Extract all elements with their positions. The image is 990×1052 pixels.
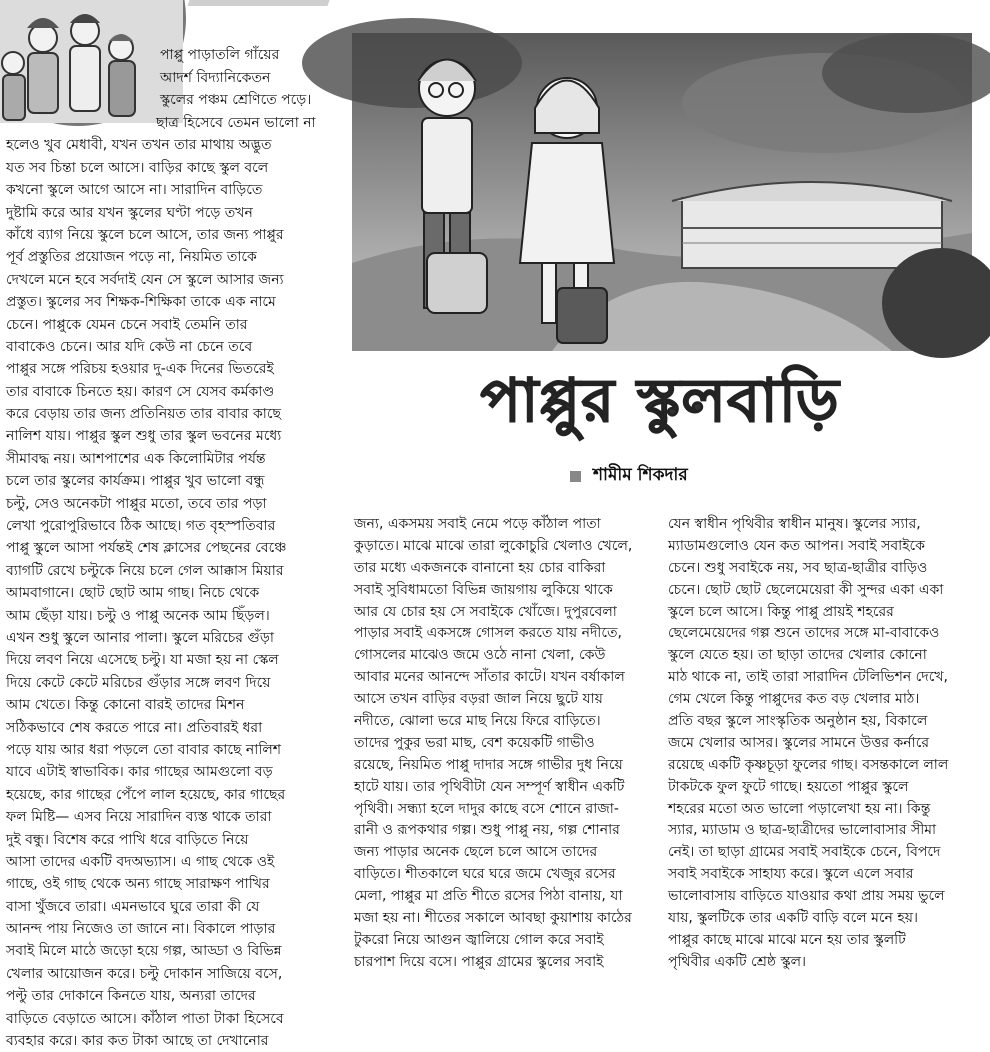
text-line: যেন স্বাধীন পৃথিবীর স্বাধীন মানুষ। স্কুলের স্যার,: [668, 516, 921, 532]
text-line: টুকরো নিয়ে আগুন জ্বালিয়ে গোল করে সবাই: [354, 931, 604, 948]
text-line: রয়েছে, নিয়মিত পাপ্পু দাদার সঙ্গে গাভীর দুধ নিয়ে: [354, 756, 623, 773]
text-line: চারপাশ দিয়ে বসে। পাপ্পুর গ্রামের স্কুলের সবাই: [354, 953, 604, 970]
text-line: গোসলের মাঝেও জমে ওঠে নানা খেলা, কেউ: [354, 647, 606, 664]
text-line: বাড়িতে। শীতকালে ঘরে ঘরে জমে খেজুর রসের: [354, 866, 616, 883]
text-line: গেম খেলে কিন্তু পাপ্পুদের কত বড় খেলার মাঠ।: [668, 691, 920, 708]
intro-line: স্কুলের পঞ্চম শ্রেণিতে পড়ে।: [160, 92, 312, 108]
text-line: মেলা, পাপ্পুর মা প্রতি শীতে রসের পিঠা বানায়, যা: [354, 888, 623, 905]
text-line: হয়েছে, কার গাছের পেঁপে লাল হয়েছে, কার গাছের: [6, 786, 286, 803]
schoolchildren-icon: [352, 33, 972, 351]
text-line: যাবে এটাই স্বাভাবিক। কার গাছের আমগুলো বড়: [6, 764, 273, 781]
text-line: আসা তাদের একটি বদঅভ্যাস। এ গাছ থেকে ওই: [6, 853, 275, 870]
intro-line: আদর্শ বিদ্যানিকেতন: [160, 69, 271, 86]
text-line: যত সব চিন্তা চলে আসে। বাড়ির কাছে স্কুল বলে: [6, 159, 269, 176]
text-line: লেখা পুরোপুরিভাবে ঠিক আছে। গত বৃহস্পতিবার: [6, 518, 276, 535]
text-line: দিয়ে কেটে কেটে মরিচের গুঁড়ার সঙ্গে লবণ দিয়ে: [6, 674, 271, 691]
text-line: প্রতি বছর স্কুলে সাংস্কৃতিক অনুষ্ঠান হয়, বিকালে: [668, 713, 928, 730]
children-group-illustration: [0, 0, 186, 126]
text-line: চেনে। শুধু সবাইকে নয়, সব ছাত্র-ছাত্রীর বাড়িও: [668, 559, 928, 576]
text-line: বাসা খুঁজবে তারা। এমনভাবে ঘুরে তারা কী যে: [6, 898, 260, 915]
text-line: করে বেড়ায় তার জন্য প্রতিনিয়ত তার বাবার কাছে: [6, 406, 281, 423]
text-line: আম ছেঁড়া যায়। চল্টু ও পাপ্পু অনেক আম ছিঁড়ল।: [6, 607, 270, 624]
text-line: ফল মিষ্টি— এসব নিয়ে সারাদিন ব্যস্ত থাকে তারা: [6, 809, 272, 826]
text-line: রানী ও রূপকথার গল্প। শুধু পাপ্পু নয়, গল্প শোনার: [354, 822, 620, 839]
text-line: চল্টু, সেও অনেকটা পাপ্পুর মতো, তবে তার পড়া: [6, 495, 267, 512]
text-line: খেলার আয়োজন করে। চল্টু দোকান সাজিয়ে বসে,: [6, 965, 283, 982]
text-line: আসে তখন বাড়ির বড়রা জাল নিয়ে ছুটে যায়: [354, 691, 603, 708]
text-line: দেখলে মনে হবে সর্বদাই যেন সে স্কুলে আসার জন্য: [6, 271, 284, 288]
text-line: আনন্দ পায় নিজেও তা জানে না। বিকালে পাড়ার: [6, 921, 276, 938]
text-line: নালিশ যায়। পাপ্পুর স্কুল শুধু তার স্কুল ভবনের মধ্যে: [6, 428, 282, 445]
corner-tab-decoration: [187, 0, 332, 6]
text-column-2: [354, 514, 654, 974]
text-line: স্কুলে চলে আসে। কিন্তু পাপ্পু প্রায়ই শহরের: [668, 603, 894, 620]
text-line: সবাই সুবিধামতো বিভিন্ন জায়গায় লুকিয়ে থাকে: [354, 581, 613, 598]
text-line: হাটে যায়। তার পৃথিবীটা যেন সম্পূর্ণ স্বাধীন একটি: [354, 778, 625, 795]
text-line: মজা হয় না। শীতের সকালে আবছা কুয়াশায় কাঠের: [354, 910, 632, 927]
text-line: রয়েছে একটি কৃষ্ণচূড়া ফুলের গাছ। বসন্তকালে লাল: [668, 756, 949, 773]
text-line: স্যার, ম্যাডাম ও ছাত্র-ছাত্রীদের ভালোবাসার সীমা: [668, 822, 937, 839]
text-line: কুড়াতে। মাঝে মাঝে তারা লুকোচুরি খেলাও খেলে,: [354, 537, 633, 554]
text-line: জমে খেলার আসর। স্কুলের সামনে উত্তর কর্নারে: [668, 734, 930, 751]
text-line: তার মধ্যে একজনকে বানানো হয় চোর বাকিরা: [354, 559, 606, 576]
text-line: সঠিকভাবে শেষ করতে পারে না। প্রতিবারই ধরা: [6, 719, 263, 736]
author-name: শামীম শিকদার: [593, 465, 688, 485]
text-line: কখনো স্কুলে আগে আসে না। সারাদিন বাড়িতে: [6, 182, 263, 199]
text-line: এখন শুধু স্কুলে আনার পালা। স্কুলে মরিচের গুঁড়া: [6, 629, 274, 646]
text-line: চলে তার স্কুলের কার্যক্রম। পাপ্পুর খুব ভালো বন্ধু: [6, 473, 265, 490]
text-line: বাবাকেও চেনে। আর যদি কেউ না চেনে তবে: [6, 338, 253, 355]
text-column-1: [6, 112, 348, 1052]
schoolchildren-illustration: [352, 33, 972, 351]
text-line: পাপ্পু স্কুলে আসা পর্যন্তই শেষ ক্লাসের পেছনের বেঞ্চে: [6, 540, 287, 557]
text-line: পল্টু তার দোকানে কিনতে যায়, অন্যরা তাদের: [6, 988, 256, 1005]
text-line: তাদের পুকুর ভরা মাছ, বেশ কয়েকটি গাভীও: [354, 734, 595, 751]
text-line: চেনে। পাপ্পুকে যেমন চেনে সবাই তেমনি তার: [6, 316, 248, 333]
text-line: সবাই মিলে মাঠে জড়ো হয়ে গল্প, আড্ডা ও বিভিন্ন: [6, 943, 282, 960]
children-group-icon: [0, 0, 183, 123]
text-line: আম খেতে। কিন্তু কোনো বারই তাদের মিশন: [6, 697, 245, 714]
text-line: ম্যাডামগুলোও যেন কত আপন। সবাই সবাইকে: [668, 537, 925, 554]
text-column-3: [668, 514, 972, 974]
text-line: দুই বন্ধু। বিশেষ করে পাখি ধরে বাড়িতে নিয়ে: [6, 831, 249, 848]
text-line: ব্যবহার করে। কার কত টাকা আছে তা দেখানোর: [6, 1033, 269, 1050]
text-line: শহরের মতো অত ভালো পড়ালেখা হয় না। কিন্তু: [668, 800, 931, 817]
text-line: পাড়ার সবাই একসঙ্গে গোসল করতে যায় নদীতে,: [354, 625, 622, 642]
byline-square-icon: [570, 471, 581, 482]
byline: [570, 462, 688, 490]
text-line: পৃথিবীর একটি শ্রেষ্ঠ স্কুল।: [668, 953, 807, 970]
text-line: গাছে, ওই গাছ থেকে অন্য গাছে সারাক্ষণ পাখির: [6, 876, 270, 893]
text-line: মাঠ থাকে না, তাই তারা সারাদিন টেলিভিশন দেখে,: [668, 669, 948, 686]
text-line: প্রস্তুত। স্কুলের সব শিক্ষক-শিক্ষিকা তাকে এক নামে: [6, 294, 276, 311]
text-line: দুষ্টামি করে আর যখন স্কুলের ঘণ্টা পড়ে তখন: [6, 204, 253, 221]
text-line: চেনে। ছোট ছোট ছেলেমেয়েরা কী সুন্দর একা একা: [668, 581, 944, 598]
text-line: পাপ্পুর সঙ্গে পরিচয় হওয়ার দু-এক দিনের ভিতরেই: [6, 361, 274, 378]
text-line: জন্য, একসময় সবাই নেমে পড়ে কাঁঠাল পাতা: [354, 516, 601, 532]
text-line: পড়ে যায় আর ধরা পড়লে তো বাবার কাছে নালিশ: [6, 741, 282, 758]
text-line: টাকটকে ফুল ফুটে গাছে। হয়তো পাপ্পুর স্কুলে: [668, 778, 909, 795]
text-line: স্কুলে যেতে হয়। তা ছাড়া তাদের খেলার কোনো: [668, 647, 927, 664]
text-line: জন্য পাড়ার অনেক ছেলে চলে আসে তাদের: [354, 844, 598, 861]
text-line: ভালোবাসায় বাড়িতে যাওয়ার কথা প্রায় সময় ভুলে: [668, 888, 945, 905]
text-line: নেই। তা ছাড়া গ্রামের সবাই সবাইকে চেনে, বিপদে: [668, 844, 941, 861]
text-line: পৃথিবী। সন্ধ্যা হলে দাদুর কাছে বসে শোনে রাজা-: [354, 800, 619, 817]
intro-column: [160, 44, 350, 112]
text-line: আর যে চোর হয় সে সবাইকে খোঁজে। দুপুরবেলা: [354, 603, 617, 620]
text-line: আমবাগানে। ছোট ছোট আম গাছ। নিচে থেকে: [6, 585, 260, 602]
text-line: তার বাবাকে চিনতে হয়। কারণ সে যেসব কর্মকাণ্ড: [6, 383, 275, 400]
text-line: বাড়িতে বেড়াতে আসে। কাঁঠাল পাতা টাকা হিসেবে: [6, 1010, 284, 1027]
text-line: ব্যাগটি রেখে চল্টুকে নিয়ে চলে গেল আক্কাস মিয়ার: [6, 562, 284, 579]
text-line: সীমাবদ্ধ নয়। আশপাশের এক কিলোমিটার পর্যন্ত: [6, 450, 266, 467]
text-line: ছাত্র হিসেবে তেমন ভালো না: [156, 115, 316, 131]
text-line: পাপ্পুর কাছে মাঝে মাঝে মনে হয় তার স্কুলটি: [668, 931, 906, 948]
text-line: নদীতে, ঝোলা ভরে মাছ নিয়ে ফিরে বাড়িতে।: [354, 713, 601, 730]
text-line: দিয়ে লবণ নিয়ে এসেছে চল্টু। যা মজা হয় না স্কেল: [6, 652, 279, 669]
text-line: সবাই সবাইকে সাহায্য করে। স্কুলে এলে সবার: [668, 866, 914, 883]
intro-line: পাপ্পু পাড়াতলি গাঁয়ের: [160, 47, 280, 63]
text-line: আবার মনের আনন্দে সাঁতার কাটে। যখন বর্ষাকাল: [354, 669, 625, 686]
text-line: কাঁধে ব্যাগ নিয়ে স্কুলে চলে আসে, তার জন্য পাপ্পুর: [6, 226, 284, 243]
text-line: হলেও খুব মেধাবী, যখন তখন তার মাথায় অদ্ভুত: [6, 137, 272, 154]
text-line: ছেলেমেয়েদের গল্প শুনে তাদের সঙ্গে মা-বাবাকেও: [668, 625, 940, 642]
article-title: পাপ্পুর স্কুলবাড়ি: [480, 366, 840, 436]
text-line: যায়, স্কুলটিকে তার একটি বাড়ি বলে মনে হয়।: [668, 910, 918, 927]
text-line: পূর্ব প্রস্তুতির প্রয়োজন পড়ে না, নিয়মিত তাকে: [6, 249, 257, 266]
